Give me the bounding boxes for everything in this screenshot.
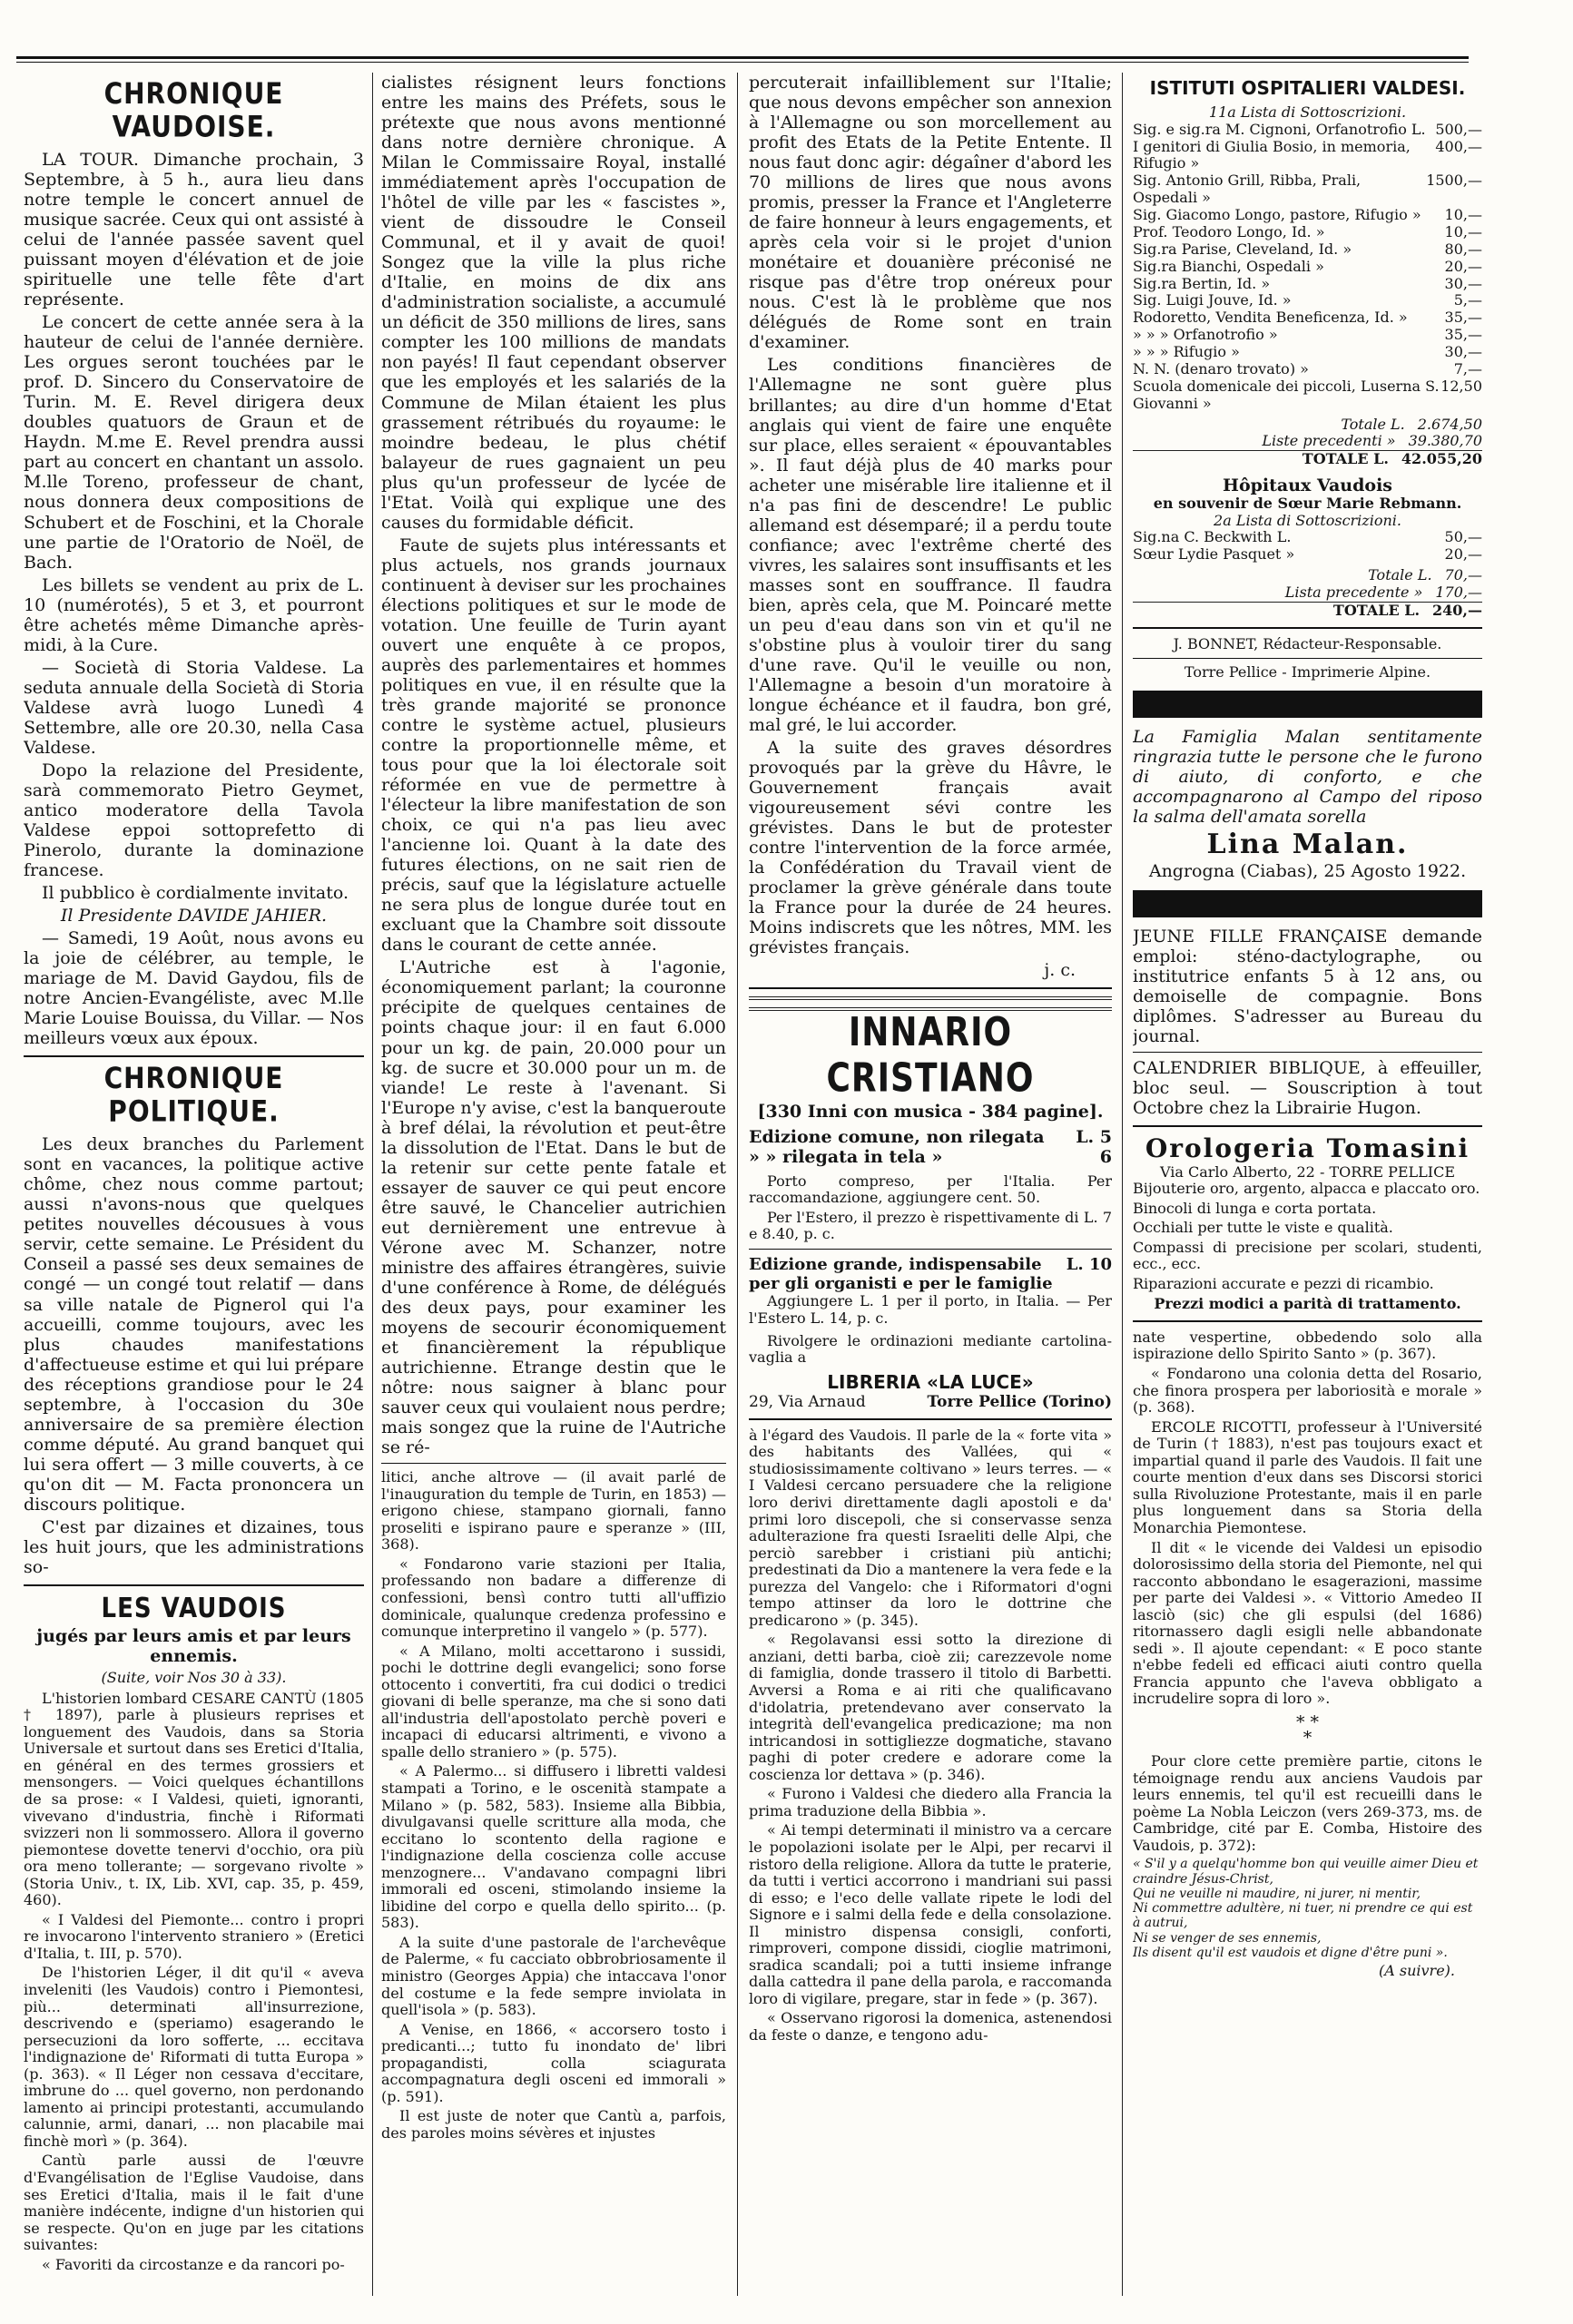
row-label: Sig. Antonio Grill, Ribba, Prali, Ospedali »: [1133, 172, 1362, 207]
author-initials: j. c.: [1044, 960, 1076, 981]
row-amount: 20,—: [1444, 545, 1482, 564]
totals: [1133, 567, 1482, 620]
shop-name: LIBRERIA «LA LUCE»: [827, 1370, 1034, 1393]
section-title-chronique-politique: CHRONIQUE POLITIQUE.: [103, 1061, 284, 1130]
paragraph: nate vespertine, obbedendo solo alla ispirazione dello Spirito Santo » (p. 367).: [1133, 1328, 1482, 1363]
paragraph: « Regolavansi essi sotto la direzione di anziani, detti barba, cioè zii; carezzevole nome di famiglia, donde trassero il titolo di Barbetti. Avversi a Roma e ai riti che qualificavano d'idolatria, pretendevano aver conservato la integrità dell'evangelica predicazione; ma non intricandosi in sottigliezze dogmatiche, stavano paghi di poter credere e adorare come la coscienza lor dettava » (p. 346).: [749, 1631, 1112, 1783]
ad-note: Aggiungere L. 1 per il porto, in Italia. — Per l'Estero L. 14, p. c.: [749, 1292, 1112, 1327]
classified-ad: CALENDRIER BIBLIQUE, à effeuiller, bloc seul. — Souscription à tout Octobre chez la Librairie Hugon.: [1133, 1058, 1482, 1119]
row-label: Sig.ra Bertin, Id. »: [1133, 274, 1271, 292]
signature: Il Presidente DAVIDE JAHIER.: [60, 906, 328, 927]
row-label: Prof. Teodoro Longo, Id. »: [1133, 222, 1325, 240]
row-amount: 12,50: [1440, 377, 1482, 395]
divider: [749, 1418, 1112, 1420]
row-label: TOTALE L.: [1302, 450, 1389, 468]
row-label: Sig.ra Parise, Cleveland, Id. »: [1133, 240, 1352, 258]
row-label: Sœur Lydie Pasquet »: [1133, 545, 1295, 564]
donation-list: [1133, 122, 1482, 413]
paragraph: « Furono i Valdesi che diedero alla Francia la prima traduzione della Bibbia ».: [749, 1785, 1112, 1819]
donation-row: [1133, 378, 1482, 413]
section-title-chronique-vaudoise: CHRONIQUE VAUDOISE.: [103, 75, 284, 145]
row-amount: 35,—: [1444, 326, 1482, 344]
row-label: Scuola domenicale dei piccoli, Luserna S. Giovanni »: [1133, 377, 1440, 412]
paragraph: L'Autriche est à l'agonie, économiquement parlant; la couronne précipite de quelques centaines de points chaque jour: il en faut 6.000 pour un kg. de pain, 20.000 pour un kg. de sucre et 30.000 pour un m. de viande! Le reste à l'avenant. Si l'Europe n'y avise, c'est la banqueroute à bref délai, la révolution et peut-être la dissolution de l'Etat. Dans le but de la retenir sur cette pente fatale et essayer de sauver ce qui peut encore être sauvé, le Chancelier autrichien eut dernièrement une entrevue à Vérone avec M. Schanzer, notre ministre des affaires étrangères, suivie d'une conférence à Rome, de délégués des deux pays, pour examiner les moyens de secourir économiquement et financièrement la république autrichienne. Etrange destin que le nôtre: nous saigner à blanc pour sauver ceux qui voulaient nous perdre; mais songez que la ruine de l'Autriche se ré-: [381, 957, 726, 1458]
row-label: I genitori di Giulia Bosio, in memoria, Rifugio »: [1133, 137, 1411, 172]
paragraph: « A Milano, molti accettarono i sussidi, pochi le dottrine degli evangelici; sono forse ottocento i convertiti, fra cui dodici o tredici giovani di belle speranze, ma che si sono dati all'industria dell'apostolato perchè poveri e incapaci di educarsi altrimenti, e vivono a spalle dello straniero » (p. 575).: [381, 1642, 726, 1760]
row-label: Liste precedenti »: [1262, 432, 1396, 450]
divider: [1133, 627, 1482, 629]
donation-row: [1133, 546, 1482, 564]
row-label: Sig.ra Bianchi, Ospedali »: [1133, 257, 1324, 275]
paragraph: Les billets se vendent au prix de L. 10 (numérotés), 5 et 3, et pourront être achetés même Dimanche après-midi, à la Cure.: [24, 574, 364, 655]
paragraph: Il est juste de noter que Cantù a, parfois, des paroles moins sévères et injustes: [381, 2107, 726, 2142]
obituary-date: Angrogna (Ciabas), 25 Agosto 1922.: [1148, 860, 1467, 881]
list-heading: 11a Lista di Sottoscrizioni.: [1208, 103, 1407, 122]
paragraph: A la suite des graves désordres provoqués par la grève du Hâvre, le Gouvernement français avait vigoureusement sévi contre les grévistes. Dans le but de protester contre l'intervention de la force armée, la Confédération du Travail vient de proclamer la grève générale dans toute la France pour la durée de 24 heures. Moins indiscrets que les nôtres, MM. les grévistes français.: [749, 738, 1112, 958]
mourning-band: [1133, 691, 1482, 718]
top-rule-thin: [16, 62, 1469, 63]
ad-address: Via Carlo Alberto, 22 - TORRE PELLICE: [1159, 1162, 1456, 1181]
paragraph: Faute de sujets plus intéressants et plus actuels, nos grands journaux continuent à deviser sur les prochaines élections politiques et sur le mode de votation. Une feuille de Turin ayant ouvert une enquête à ce propos, auprès des parlementaires et hommes politiques en vue, il en résulte que la très grande majorité se prononce contre le système actuel, plusieurs contre la proportionnelle même, et tous pour que la loi électorale soit réformée en vue de permettre à l'électeur la libre manifestation de son choix, ce qui n'a pas lieu avec l'ancienne loi. Quant à la date des futures élections, on ne sait rien de précis, sauf que la législature actuelle ne sera plus de longue durée tout en excluant que la Chambre soit dissoute dans le courant de cette année.: [381, 534, 726, 956]
obituary-text: La Famiglia Malan sentitamente ringrazia tutte le persone che le furono di aiuto, di conforto, e che accompagnarono al Campo del riposo la salma dell'amata sorella: [1133, 726, 1482, 827]
paragraph: A Venise, en 1866, « accorsero tosto i predicanti...; tutto fu inondato de' libri propagandisti, colla sciagurata accompagnatura degli osceni ed immorali » (p. 591).: [381, 2020, 726, 2105]
section-subtitle: jugés par leurs amis et par leurs ennemis.: [36, 1626, 351, 1667]
total-row: [1133, 567, 1482, 584]
poem-quote: « S'il y a quelqu'homme bon qui veuille aimer Dieu et craindre Jésus-Christ, Qui ne veuille ni maudire, ni jurer, ni mentir, Ni commettre adultère, ni tuer, ni prendre ce qui est à autrui, Ni se venger de ses ennemis, Ils disent qu'il est vaudois et digne d'être puni ».: [1133, 1857, 1479, 1960]
row-amount: 400,—: [1435, 137, 1482, 155]
row-amount: 39.380,70: [1408, 432, 1482, 450]
ad-note: Porto compreso, per l'Italia. Per raccomandazione, aggiungere cent. 50.: [749, 1172, 1112, 1207]
total-row: [1133, 602, 1482, 620]
ad-line: Bijouterie oro, argento, alpacca e placcato oro.: [1133, 1180, 1480, 1198]
row-amount: 240,—: [1432, 601, 1482, 619]
row-amount: 10,—: [1444, 206, 1482, 224]
row-amount: 5,—: [1453, 291, 1482, 309]
paragraph: L'historien lombard CESARE CANTÙ (1805 † 1897), parle à plusieurs reprises et longuement des Vaudois, dans sa Storia Universale et surtout dans ses Eretici d'Italia, en général en des termes grossiers et mensongers. — Voici quelques échantillons de sa prose: « I Valdesi, quieti, ignoranti, vivevano d'industria, finchè i Riformati svizzeri non li sommossero. Allora il governo piemontese dovette tenervi d'occhio, ora più ora meno tollerante; — sorgevano rivolte » (Storia Univ., t. IX, Lib. XVI, cap. 35, p. 459, 460).: [24, 1689, 364, 1909]
list-heading: 2a Lista di Sottoscrizioni.: [1214, 511, 1401, 529]
section-title-hopitaux: Hôpitaux Vaudois: [1223, 476, 1392, 496]
ad-tagline: Prezzi modici a parità di trattamento.: [1154, 1295, 1461, 1313]
row-amount: 35,—: [1444, 309, 1482, 327]
row-label: Totale L.: [1341, 415, 1405, 433]
row-amount: 20,—: [1444, 257, 1482, 275]
row-label: Lista precedente »: [1284, 583, 1423, 601]
donation-row: [1133, 241, 1482, 259]
ad-title-orologeria: Orologeria Tomasini: [1145, 1133, 1470, 1164]
paragraph: « A Palermo... si diffusero i libretti valdesi stampati a Torino, e le oscenità stampate a Milano » (p. 582, 583). Insieme alla Bibbia, divulgavansi quelle scritture alla moda, che eccitano lo scontento della ragione e l'indignazione della coscienza colle accuse menzognere... V'andavano compagni libri immorali ed osceni, stimolando insieme la libidine del corpo e quella dello spirito... (p. 583).: [381, 1762, 726, 1932]
paragraph: Le concert de cette année sera à la hauteur de celui de l'année dernière. Les orgues seront touchées par le prof. D. Sincero du Conservatoire de Turin. M. E. Revel dirigera deux doubles quatuors de Graun et de Haydn. M.me E. Revel prendra aussi part au concert en chantant un assolo. M.lle Toreno, professeur de chant, nous donnera deux compositions de Schubert et de Foschini, et la Chorale une partie de l'Oratorio de Noël, de Bach.: [24, 312, 364, 573]
paragraph: « Fondarono una colonia detta del Rosario, che finora prospera per laboriosità e morale » (p. 368).: [1133, 1365, 1482, 1417]
ad-subtitle: [330 Inni con musica - 384 pagine].: [757, 1101, 1104, 1122]
classified-ad: JEUNE FILLE FRANÇAISE demande emploi: sténo-dactylographe, ou institutrice enfants 5 à 12 ans, ou demoiselle de compagnie. Bons diplômes. S'adresser au Bureau du journal.: [1133, 926, 1482, 1046]
row-amount: 2.674,50: [1417, 415, 1482, 433]
donation-row: [1133, 292, 1482, 309]
paragraph: — Samedi, 19 Août, nous avons eu la joie de célébrer, au temple, le mariage de M. David Gaydou, fils de notre Ancien-Evangéliste, avec M.lle Marie Louise Bouissa, du Villar. — Nos meilleurs vœux aux époux.: [24, 928, 364, 1049]
divider: [749, 987, 1112, 989]
ad-line: Compassi di precisione per scolari, studenti, ecc., ecc.: [1133, 1238, 1482, 1273]
total-row: [1133, 584, 1482, 602]
paragraph: percuterait infailliblement sur l'Italie; que nous devons empêcher son annexion à l'Allemagne ou son morcellement au profit des Etats de la Petite Entente. Il nous faut donc agir: dégaîner d'abord les 70 millions de lires que nous avons promis, presser la France et l'Angleterre de faire honneur à leurs engagements, et après cela voir si le projet d'union monétaire et douanière préconisé ne risque pas d'être trop onéreux pour nous. C'est là le problème que nos délégués de Rome sont en train d'examiner.: [749, 73, 1112, 353]
row-amount: 80,—: [1444, 240, 1482, 258]
row-label: Sig. Giacomo Longo, pastore, Rifugio »: [1133, 206, 1421, 224]
row-label: TOTALE L.: [1332, 601, 1421, 619]
row-label: » » » Orfanotrofio »: [1133, 326, 1278, 344]
donation-row: [1133, 224, 1482, 241]
divider: [1133, 658, 1482, 659]
mourning-band: [1133, 890, 1482, 917]
paragraph: C'est par dizaines et dizaines, tous les huit jours, que les administrations so-: [24, 1516, 364, 1577]
row-amount: 7,—: [1453, 359, 1482, 378]
divider: [24, 1584, 364, 1586]
paragraph: Il dit « le vicende dei Valdesi un episodio dolorosissimo della storia del Piemonte, nel qui racconto abbondano le esagerazioni, massime per parte dei Valdesi ». « Vittorio Amedeo II lasciò (sic) che gli espulsi (del 1686) ritornassero dagli esigli nelle abbandonate sedi ». Il ajoute cependant: « E poco stante n'ebbe fedeli ed efficaci aiuti contro quella Francia appunto che l'aveva obbligato a incrudelire sopra di loro ».: [1133, 1538, 1482, 1708]
paragraph: « Ai tempi determinati il ministro va a cercare le popolazioni isolate per le Alpi, per recarvi il ristoro della religione. Allora da tutte le praterie, da tutti i vertici accorrono i mandriani sui passi di esso; e l'eco delle vallate ripete le lodi del Signore e i salmi della fede e della consolazione. Il ministro dispensa consigli, conforti, rimproveri, compone dissidi, cioglie matrimoni, sradica scandali; poi a tutti insieme infrange dalla cattedra il pane della parola, e raccomanda loro di vigilare, pregare, star in fede » (p. 367).: [749, 1821, 1112, 2007]
section-subtitle: en souvenir de Sœur Marie Rebmann.: [1153, 495, 1462, 513]
paragraph: — Società di Storia Valdese. La seduta annuale della Società di Storia Valdese avrà luogo Lunedì 4 Settembre, alle ore 20.30, nella Casa Valdese.: [24, 657, 364, 758]
donation-row: [1133, 259, 1482, 276]
row-label: Totale L.: [1368, 566, 1432, 584]
donation-row: [1133, 309, 1482, 327]
row-amount: 30,—: [1444, 343, 1482, 361]
total-row: [1133, 450, 1482, 468]
top-rule: [16, 56, 1469, 59]
price-row: Edizione grande, indispensabile per gli organisti e per le famiglie L. 10: [749, 1254, 1112, 1294]
section-stars: * * *: [1295, 1711, 1320, 1749]
donation-row: [1133, 122, 1482, 139]
donation-row: [1133, 276, 1482, 293]
paragraph: litici, anche altrove — (il avait parlé de l'inauguration du temple de Turin, en 1853) — erigono chiese, stampano giornali, fanno proseliti e ispirano paure e speranze » (III, 368).: [381, 1468, 726, 1554]
paragraph: « I Valdesi del Piemonte... contro i propri re invocarono l'intervento straniero » (Eretici d'Italia, t. III, p. 570).: [24, 1910, 364, 1962]
paragraph: LA TOUR. Dimanche prochain, 3 Septembre, à 5 h., aura lieu dans notre temple le concert annuel de musique sacrée. Ceux qui ont assisté à celui de l'année passée savent quel puissant moyen d'élévation et de joie spirituelle une telle fête d'art représente.: [24, 149, 364, 310]
donation-list: [1133, 529, 1482, 564]
paragraph: « Osservano rigorosi la domenica, astenendosi da feste o danze, e tengono adu-: [749, 2009, 1112, 2044]
totals: [1133, 417, 1482, 469]
donation-row: [1133, 207, 1482, 224]
donation-row: [1133, 327, 1482, 344]
donation-row: [1133, 361, 1482, 378]
total-row: [1133, 433, 1482, 450]
column-divider: [1122, 73, 1123, 2296]
column-2: [381, 73, 726, 2296]
row-amount: 1500,—: [1426, 172, 1482, 190]
row-amount: 50,—: [1444, 528, 1482, 546]
shop-address: 29, Via Arnaud Torre Pellice (Torino): [749, 1392, 1112, 1411]
suite-note: (Suite, voir Nos 30 à 33).: [101, 1669, 287, 1687]
paragraph: ERCOLE RICOTTI, professeur à l'Université de Turin († 1883), n'est pas toujours exact et impartial quand il parle des Vaudois. Il fait une courte mention d'eux dans ses Discorsi storici sulla Rivoluzione Protestante, mais il en parle plus longuement dans sa Storia della Monarchia Piemontese.: [1133, 1417, 1482, 1536]
row-amount: 170,—: [1435, 583, 1482, 601]
to-be-continued: (A suivre).: [1379, 1962, 1455, 1980]
paragraph: cialistes résignent leurs fonctions entre les mains des Préfets, sous le prétexte que nous avons mentionné dans notre dernière chronique. A Milan le Commissaire Royal, installé immédiatement après l'occupation de l'hôtel de ville par les « fascistes », vient de dissoudre le Conseil Communal, et il y avait de quoi! Songez que la ville la plus riche d'Italie, en moins de dix ans d'administration socialiste, a accumulé un déficit de 350 millions de lires, sans compter les 100 millions de mandats non payés! Il faut cependant observer que les employés et les salariés de la Commune de Milan étaient les plus grassement rétribués du royaume: le moindre bedeau, le plus chétif balayeur de rues gagnaient un peu plus qu'un professeur de lycée de l'Etat. Voilà qui explique une des causes du formidable déficit.: [381, 73, 726, 533]
paragraph: Dopo la relazione del Presidente, sarà commemorato Pietro Geymet, antico moderatore della Tavola Valdese eppoi sottoprefetto di Pinerolo, durante la dominazione francese.: [24, 760, 364, 881]
divider: [1133, 1320, 1482, 1322]
paragraph: « Fondarono varie stazioni per Italia, professando non badare a differenze di confessioni, bensì contro tutti all'uffizio dominicale, qualunque credenza professino e comunque interpretino il vangelo » (p. 577).: [381, 1554, 726, 1641]
paragraph: Les deux branches du Parlement sont en vacances, la politique active chôme, chez nous comme partout; aussi n'avons-nous que quelques petites nouvelles décousues à vous servir, cette semaine. Le Président du Conseil a passé ses deux semaines de congé — un congé tout relatif — dans sa ville natale de Pignerol qui l'a accueilli, comme toujours, avec les plus chaudes manifestations d'affectueuse estime et qui lui prépare des réceptions grandiose pour le 24 septembre, à l'occasion du 30e anniversaire de sa première élection comme député. Au grand banquet qui lui sera offert — 3 mille couverts, à ce qu'on dit — M. Facta prononcera un discours politique.: [24, 1134, 364, 1515]
row-amount: 30,—: [1444, 274, 1482, 292]
printer-credit: Torre Pellice - Imprimerie Alpine.: [1184, 663, 1431, 682]
paragraph: à l'égard des Vaudois. Il parle de la « forte vita » des habitants des Vallées, qui « studiosissimamente coltivano » leurs terres. — « I Valdesi cercano persuadere che la religione loro derivi direttamente dagli apostoli e da' primi loro discepoli, che si conservasse senza adulterazione fra questi Israeliti delle Alpi, che perciò sarebber i cristiani più antichi; predestinati da Dio a mantenere la vera fede e la purezza del Vangelo: che i Riformatori d'ogni tempo attinser da loro le dottrine che predicarono » (p. 345).: [749, 1426, 1112, 1629]
donation-row: [1133, 529, 1482, 546]
section-title-les-vaudois: LES VAUDOIS: [101, 1593, 287, 1625]
divider: [749, 1249, 1112, 1250]
paragraph: Cantù parle aussi de l'œuvre d'Evangélisation de l'Eglise Vaudoise, dans ses Eretici d'Italia, mais il le fait d'une manière indécente, indigne d'un historien qui se respecte. Qu'on en juge par les citations suivantes:: [24, 2152, 364, 2254]
row-label: Rodoretto, Vendita Beneficenza, Id. »: [1133, 309, 1408, 327]
total-row: [1133, 417, 1482, 434]
row-label: N. N. (denaro trovato) »: [1133, 359, 1309, 378]
row-amount: 42.055,20: [1401, 450, 1482, 468]
ad-line: Riparazioni accurate e pezzi di ricambio.: [1133, 1274, 1434, 1292]
price-row: » » rilegata in tela » 6: [749, 1147, 1112, 1168]
paragraph: « Favoriti da circostanze e da rancori po-: [42, 2255, 345, 2273]
paragraph: De l'historien Léger, il dit qu'il « aveva inveleniti (les Vaudois) contro i Piemontesi, più... determinati all'insurrezione, descrivendo e (speriamo) esagerando le persecuzioni da loro sofferte, ... eccitava l'indignazione de' Riformati di tutta Europa » (p. 363). « Il Léger non cessava d'eccitare, imbrune do ... quel governo, non perdonando lamento ai principi protestanti, accumulando calunnie, armi, danari, ... non placabile mai finchè morì » (p. 364).: [24, 1964, 364, 2150]
column-3: [749, 73, 1112, 2296]
column-4: [1133, 73, 1482, 2296]
ad-note: Per l'Estero, il prezzo è rispettivamente di L. 7 e 8.40, p. c.: [749, 1208, 1112, 1243]
donation-row: [1133, 344, 1482, 361]
donation-row: [1133, 139, 1482, 173]
paragraph: Il pubblico è cordialmente invitato.: [42, 883, 349, 904]
price-row: Edizione comune, non rilegata L. 5: [749, 1126, 1112, 1147]
divider: [1133, 1052, 1482, 1053]
paragraph: A la suite d'une pastorale de l'archevêque de Palerme, « fu cacciato obbrobriosamente il ministro (Georges Appia) che intaccava l'onor del costume e la fede sempre inviolata in quell'isola » (p. 583).: [381, 1933, 726, 2019]
divider: [381, 1463, 726, 1464]
column-divider: [737, 73, 738, 2296]
divider: [1133, 1125, 1482, 1127]
row-amount: 500,—: [1435, 120, 1482, 138]
paragraph: Pour clore cette première partie, citons le témoignage rendu aux anciens Vaudois par leurs ennemis, tel qu'il est recueilli dans le poème La Nobla Leiczon (vers 269-373, ms. de Cambridge, cité par E. Comba, Histoire des Vaudois, p. 372):: [1133, 1752, 1482, 1854]
row-label: Sig. e sig.ra M. Cignoni, Orfanotrofio L.: [1133, 120, 1426, 138]
paragraph: Les conditions financières de l'Allemagne ne sont guère plus brillantes; au dire d'un homme d'Etat anglais qui vient de faire une enquête sur place, elles seraient « épouvantables ». Il faut déjà plus de 40 marks pour acheter une misérable lire italienne et il n'a pas fini de descendre! Le public allemand est désemparé; il a perdu toute confiance; avec l'extrême cherté des vivres, les salaires sont insuffisants et les masses sont en souffrance. Il faudra bien, après cela, que M. Poincaré mette un peu d'eau dans son vin et qu'il ne s'obstine plus à vouloir tirer du sang d'une rave. Qu'il le veuille ou non, l'Allemagne a besoin d'un moratoire à longue échéance et il faudra, bon gré, mal gré, le lui accorder.: [749, 355, 1112, 735]
row-amount: 10,—: [1444, 222, 1482, 240]
divider: [24, 1055, 364, 1057]
section-title-istituti: ISTITUTI OSPITALIERI VALDESI.: [1149, 77, 1466, 99]
ad-title-innario: INNARIO CRISTIANO: [826, 1011, 1035, 1102]
donation-row: [1133, 172, 1482, 207]
ad-line: Binocoli di lunga e corta portata.: [1133, 1199, 1377, 1217]
column-1: [24, 73, 364, 2296]
ad-note: Rivolgere le ordinazioni mediante cartolina-vaglia a: [749, 1331, 1112, 1367]
ornament-border: [749, 996, 1112, 1011]
row-label: Sig.na C. Beckwith L.: [1133, 528, 1292, 546]
row-amount: 70,—: [1444, 566, 1482, 584]
editor-credit: J. BONNET, Rédacteur-Responsable.: [1173, 634, 1442, 652]
ad-line: Occhiali per tutte le viste e qualità.: [1133, 1219, 1393, 1237]
row-label: » » » Rifugio »: [1133, 343, 1240, 361]
row-label: Sig. Luigi Jouve, Id. »: [1133, 291, 1292, 309]
column-divider: [372, 73, 373, 2296]
obituary-name: Lina Malan.: [1206, 828, 1409, 860]
